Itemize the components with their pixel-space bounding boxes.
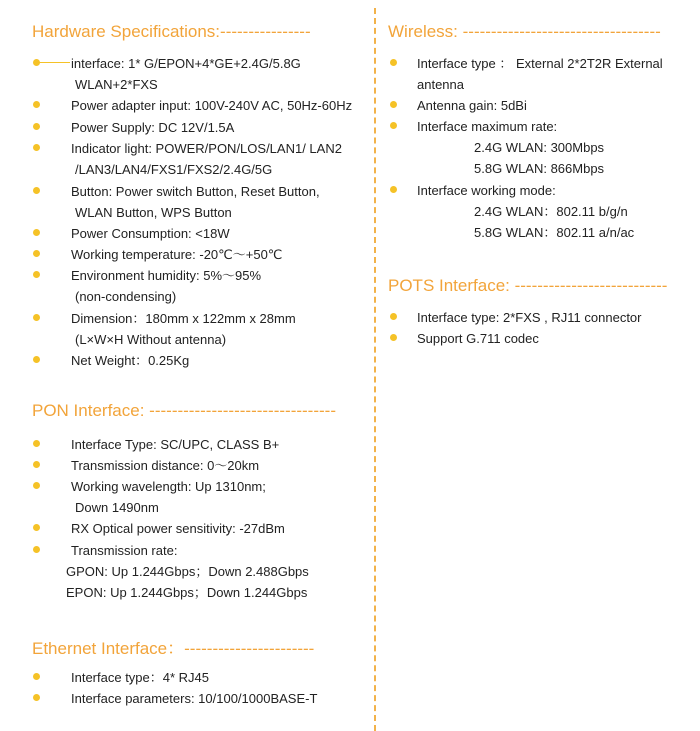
wireless-item-line: Interface working mode: (417, 183, 556, 198)
hardware-item-line: Environment humidity: 5%～95% (71, 268, 262, 283)
hardware-item-line: (L×W×H Without antenna) (75, 332, 227, 347)
pots-item-line: Interface type: 2*FXS , RJ11 connector (417, 310, 642, 325)
bullet-icon (33, 461, 40, 468)
wireless-item-line: Antenna gain: 5dBi (417, 98, 527, 113)
pon-item-line: EPON: Up 1.244Gbps；Down 1.244Gbps (66, 585, 308, 600)
hardware-item-line: Working temperature: -20℃～+50℃ (71, 247, 283, 262)
bullet-icon (33, 271, 40, 278)
bullet-icon (390, 313, 397, 320)
pon-item-line: Interface Type: SC/UPC, CLASS B+ (71, 437, 280, 452)
bullet-icon (33, 59, 40, 66)
bullet-icon (33, 482, 40, 489)
bullet-icon (390, 59, 397, 66)
pon-item-line: Down 1490nm (75, 500, 159, 515)
bullet-icon (33, 250, 40, 257)
bullet-icon (33, 314, 40, 321)
wireless-item-line: antenna (417, 77, 464, 92)
bullet-icon (33, 524, 40, 531)
bullet-icon (33, 673, 40, 680)
ethernet-item-line: Interface type：4* RJ45 (71, 670, 210, 685)
bullet-icon (33, 123, 40, 130)
bullet-icon (33, 229, 40, 236)
wireless-item-line: 2.4G WLAN: 300Mbps (474, 140, 605, 155)
bullet-icon (33, 101, 40, 108)
wireless-item-line: Interface type ： External 2*2T2R External (417, 56, 663, 71)
pon-item-line: RX Optical power sensitivity: -27dBm (71, 521, 285, 536)
pon-section-title: PON Interface: --------------------------------- (32, 401, 336, 420)
ethernet-section-title: Ethernet Interface：----------------------- (32, 639, 315, 658)
hardware-item-line: Power Consumption: <18W (71, 226, 230, 241)
bullet-icon (33, 187, 40, 194)
hardware-item-line: Net Weight：0.25Kg (71, 353, 190, 368)
bullet-icon (390, 122, 397, 129)
bullet-icon (390, 334, 397, 341)
hardware-item-line: WLAN+2*FXS (75, 77, 158, 92)
hardware-item-line: interface: 1* G/EPON+4*GE+2.4G/5.8G (71, 56, 301, 71)
wireless-item-line: 5.8G WLAN: 866Mbps (474, 161, 605, 176)
wireless-item-line: 2.4G WLAN：802.11 b/g/n (474, 204, 628, 219)
pon-item-line: Working wavelength: Up 1310nm; (71, 479, 266, 494)
bullet-icon (33, 440, 40, 447)
bullet-icon (33, 546, 40, 553)
hardware-item-line: Power adapter input: 100V-240V AC, 50Hz-60Hz (71, 98, 353, 113)
hardware-item-line: Indicator light: POWER/PON/LOS/LAN1/ LAN2 (71, 141, 342, 156)
pots-section-title: POTS Interface: --------------------------- (388, 276, 668, 295)
ethernet-item-line: Interface parameters: 10/100/1000BASE-T (71, 691, 318, 706)
bullet-icon (390, 186, 397, 193)
bullet-icon (33, 694, 40, 701)
hardware-item-line: /LAN3/LAN4/FXS1/FXS2/2.4G/5G (75, 162, 273, 177)
bullet-icon (33, 144, 40, 151)
pon-item-line: GPON: Up 1.244Gbps；Down 2.488Gbps (66, 564, 309, 579)
bullet-leader-line (36, 62, 70, 63)
hardware-item-line: WLAN Button, WPS Button (75, 205, 232, 220)
wireless-item-line: 5.8G WLAN：802.11 a/n/ac (474, 225, 635, 240)
pots-item-line: Support G.711 codec (417, 331, 539, 346)
bullet-icon (390, 101, 397, 108)
pon-item-line: Transmission distance: 0～20km (71, 458, 260, 473)
hardware-item-line: (non-condensing) (75, 289, 177, 304)
wireless-item-line: Interface maximum rate: (417, 119, 558, 134)
column-divider (374, 8, 376, 731)
pon-item-line: Transmission rate: (71, 543, 178, 558)
hardware-item-line: Button: Power switch Button, Reset Button, (71, 184, 320, 199)
hardware-item-line: Power Supply: DC 12V/1.5A (71, 120, 235, 135)
wireless-section-title: Wireless: ----------------------------------- (388, 22, 661, 41)
hardware-section-title: Hardware Specifications:---------------- (32, 22, 311, 41)
bullet-icon (33, 356, 40, 363)
hardware-item-line: Dimension：180mm x 122mm x 28mm (71, 311, 296, 326)
